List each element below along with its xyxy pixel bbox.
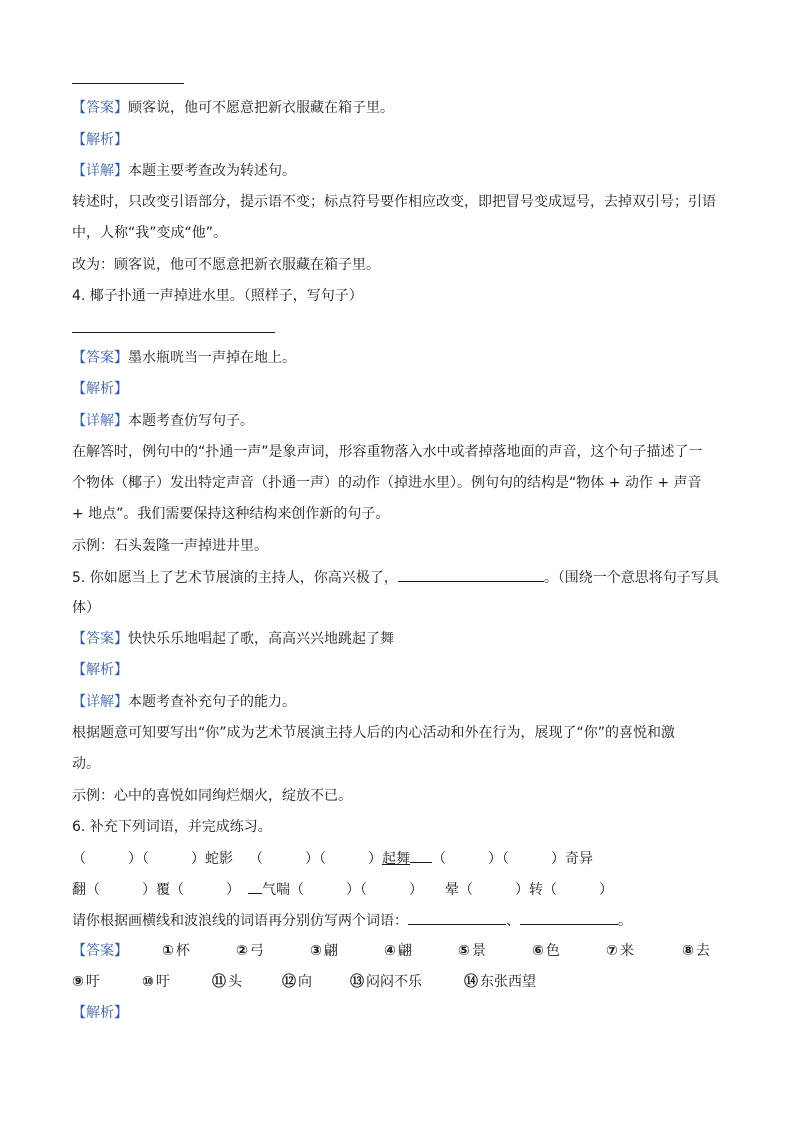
q4-body-1: 在解答时，例句中的“扑通一声”是象声词，形容重物落入水中或者掉落地面的声音，这个句子描述了一	[72, 444, 703, 460]
q5-detail	[72, 692, 296, 712]
q3-body-2: 中，人称“我”变成“他”。	[72, 225, 228, 241]
answer-value: 弓	[249, 943, 264, 959]
q6-row-2	[72, 879, 613, 900]
answer-tag: 【答案】	[72, 350, 128, 366]
q4-analysis-tag: 【解析】	[72, 381, 128, 397]
answer-value: 向	[298, 974, 312, 990]
answer-tag: 【答案】	[72, 100, 128, 116]
q5-prompt-part-b: 。（围绕一个意思将句子写具	[543, 570, 719, 586]
q4-detail	[72, 411, 254, 431]
answer-number: ⑧	[682, 943, 694, 959]
q4-example: 示例：石头轰隆一声掉进井里。	[72, 538, 268, 554]
q6-row2-blank	[248, 879, 262, 894]
q6-row1-blank	[410, 848, 432, 863]
q5-body-2: 动。	[72, 756, 100, 772]
answer-text: 顾客说，他可不愿意把新衣服藏在箱子里。	[128, 100, 394, 116]
q4-prompt: 4. 椰子扑通一声掉进水里。（照样子，写句子）	[72, 288, 363, 304]
answer-value: 色	[545, 943, 560, 959]
q3-analysis-tag: 【解析】	[72, 132, 128, 148]
answer-item	[384, 941, 412, 961]
q5-body-1: 根据题意可知要写出“你”成为艺术节展演主持人后的内心活动和外在行为，展现了“你”的喜悦和激	[72, 725, 676, 741]
answer-value: 杯	[175, 943, 190, 959]
answer-text: 快快乐乐地唱起了歌，高高兴兴地跳起了舞	[128, 631, 394, 647]
q5-prompt-part-a: 5. 你如愿当上了艺术节展演的主持人，你高兴极了，	[72, 570, 398, 586]
answer-number: ⑦	[606, 943, 618, 959]
answer-number: ⑩	[142, 974, 154, 990]
answer-item	[682, 941, 710, 961]
q6-task-separator: 、	[506, 913, 520, 929]
answer-value: 去	[695, 943, 710, 959]
q6-row1-part-d: （ ）（ ）奇异	[432, 851, 593, 867]
q4-body-2: 个物体（椰子）发出特定声音（扑通一声）的动作（掉进水里）。例句句的结构是“物体 + 动作 + 声音	[72, 475, 702, 491]
answer-number: ⑤	[458, 943, 470, 959]
answer-item	[142, 972, 170, 992]
detail-tag: 【详解】	[72, 413, 128, 429]
answer-number: ⑨	[72, 974, 84, 990]
detail-tag: 【详解】	[72, 163, 128, 179]
answer-number: ⑫	[282, 974, 296, 990]
answer-number: ④	[384, 943, 396, 959]
q5-prompt-cont: 体）	[72, 600, 100, 616]
q5-analysis-tag: 【解析】	[72, 662, 128, 678]
answer-number: ⑥	[532, 943, 544, 959]
answer-value: 东张西望	[480, 974, 536, 990]
answer-item	[236, 941, 264, 961]
answer-tag: 【答案】	[72, 943, 128, 959]
answer-number: ⑭	[464, 974, 478, 990]
detail-text: 本题考查补充句子的能力。	[128, 694, 296, 710]
q6-row2-part-b: 气喘（ ）（ ）	[262, 882, 423, 898]
q6-task-end: 。	[618, 913, 632, 929]
answer-item	[72, 972, 100, 992]
answer-value: 景	[471, 943, 486, 959]
answer-value: 头	[228, 974, 242, 990]
answer-item	[464, 972, 536, 992]
answer-item	[282, 972, 312, 992]
q5-answer-blank	[398, 567, 544, 582]
answer-item	[532, 941, 560, 961]
answer-item	[350, 972, 422, 992]
q6-row2-part-a: 翻（ ）覆（ ）	[72, 882, 240, 898]
q5-example: 示例：心中的喜悦如同绚烂烟火，绽放不已。	[72, 788, 352, 804]
q3-detail	[72, 161, 296, 181]
answer-item	[310, 941, 338, 961]
answer-item	[458, 941, 486, 961]
q5-prompt	[72, 567, 719, 588]
detail-tag: 【详解】	[72, 694, 128, 710]
q6-task-text: 请你根据画横线和波浪线的词语再分别仿写两个词语：	[72, 913, 408, 929]
answer-value: 翩	[397, 943, 412, 959]
q4-answer-line	[72, 332, 275, 333]
q6-task	[72, 910, 632, 931]
answer-value: 吁	[155, 974, 170, 990]
q6-row1-part-a: （ ）（ ）蛇影	[72, 851, 233, 867]
answer-number: ⑬	[350, 974, 364, 990]
answer-value: 闷闷不乐	[366, 974, 422, 990]
q3-body-1: 转述时，只改变引语部分，提示语不变；标点符号要作相应改变，即把冒号变成逗号，去掉双引号；引语	[72, 194, 716, 210]
q4-body-3: + 地点”。我们需要保持这种结构来创作新的句子。	[72, 506, 390, 522]
q3-rewrite: 改为：顾客说，他可不愿意把新衣服藏在箱子里。	[72, 257, 380, 273]
answer-number: ①	[162, 943, 174, 959]
answer-item	[212, 972, 242, 992]
answer-number: ③	[310, 943, 322, 959]
answer-value: 吁	[85, 974, 100, 990]
q3-answer	[72, 98, 394, 118]
q6-analysis-tag: 【解析】	[72, 1005, 128, 1021]
answer-value: 翩	[323, 943, 338, 959]
answer-number: ②	[236, 943, 248, 959]
answer-text: 墨水瓶咣当一声掉在地上。	[128, 350, 296, 366]
detail-text: 本题主要考查改为转述句。	[128, 163, 296, 179]
q6-row-1	[72, 848, 593, 869]
answer-item	[162, 941, 190, 961]
answer-item	[606, 941, 634, 961]
answer-tag: 【答案】	[72, 631, 128, 647]
answer-blank-line	[72, 83, 184, 84]
answer-number: ⑪	[212, 974, 226, 990]
q6-row1-underlined-word: 起舞	[382, 851, 410, 867]
q6-row2-part-c: 晕（ ）转（ ）	[445, 882, 613, 898]
detail-text: 本题考查仿写句子。	[128, 413, 254, 429]
q6-task-blank-2	[520, 910, 618, 925]
q6-prompt: 6. 补充下列词语，并完成练习。	[72, 819, 272, 835]
q6-task-blank-1	[408, 910, 506, 925]
q6-row1-part-b: （ ）（ ）	[249, 851, 382, 867]
answer-value: 来	[619, 943, 634, 959]
q5-answer	[72, 629, 394, 649]
q4-answer	[72, 348, 296, 368]
